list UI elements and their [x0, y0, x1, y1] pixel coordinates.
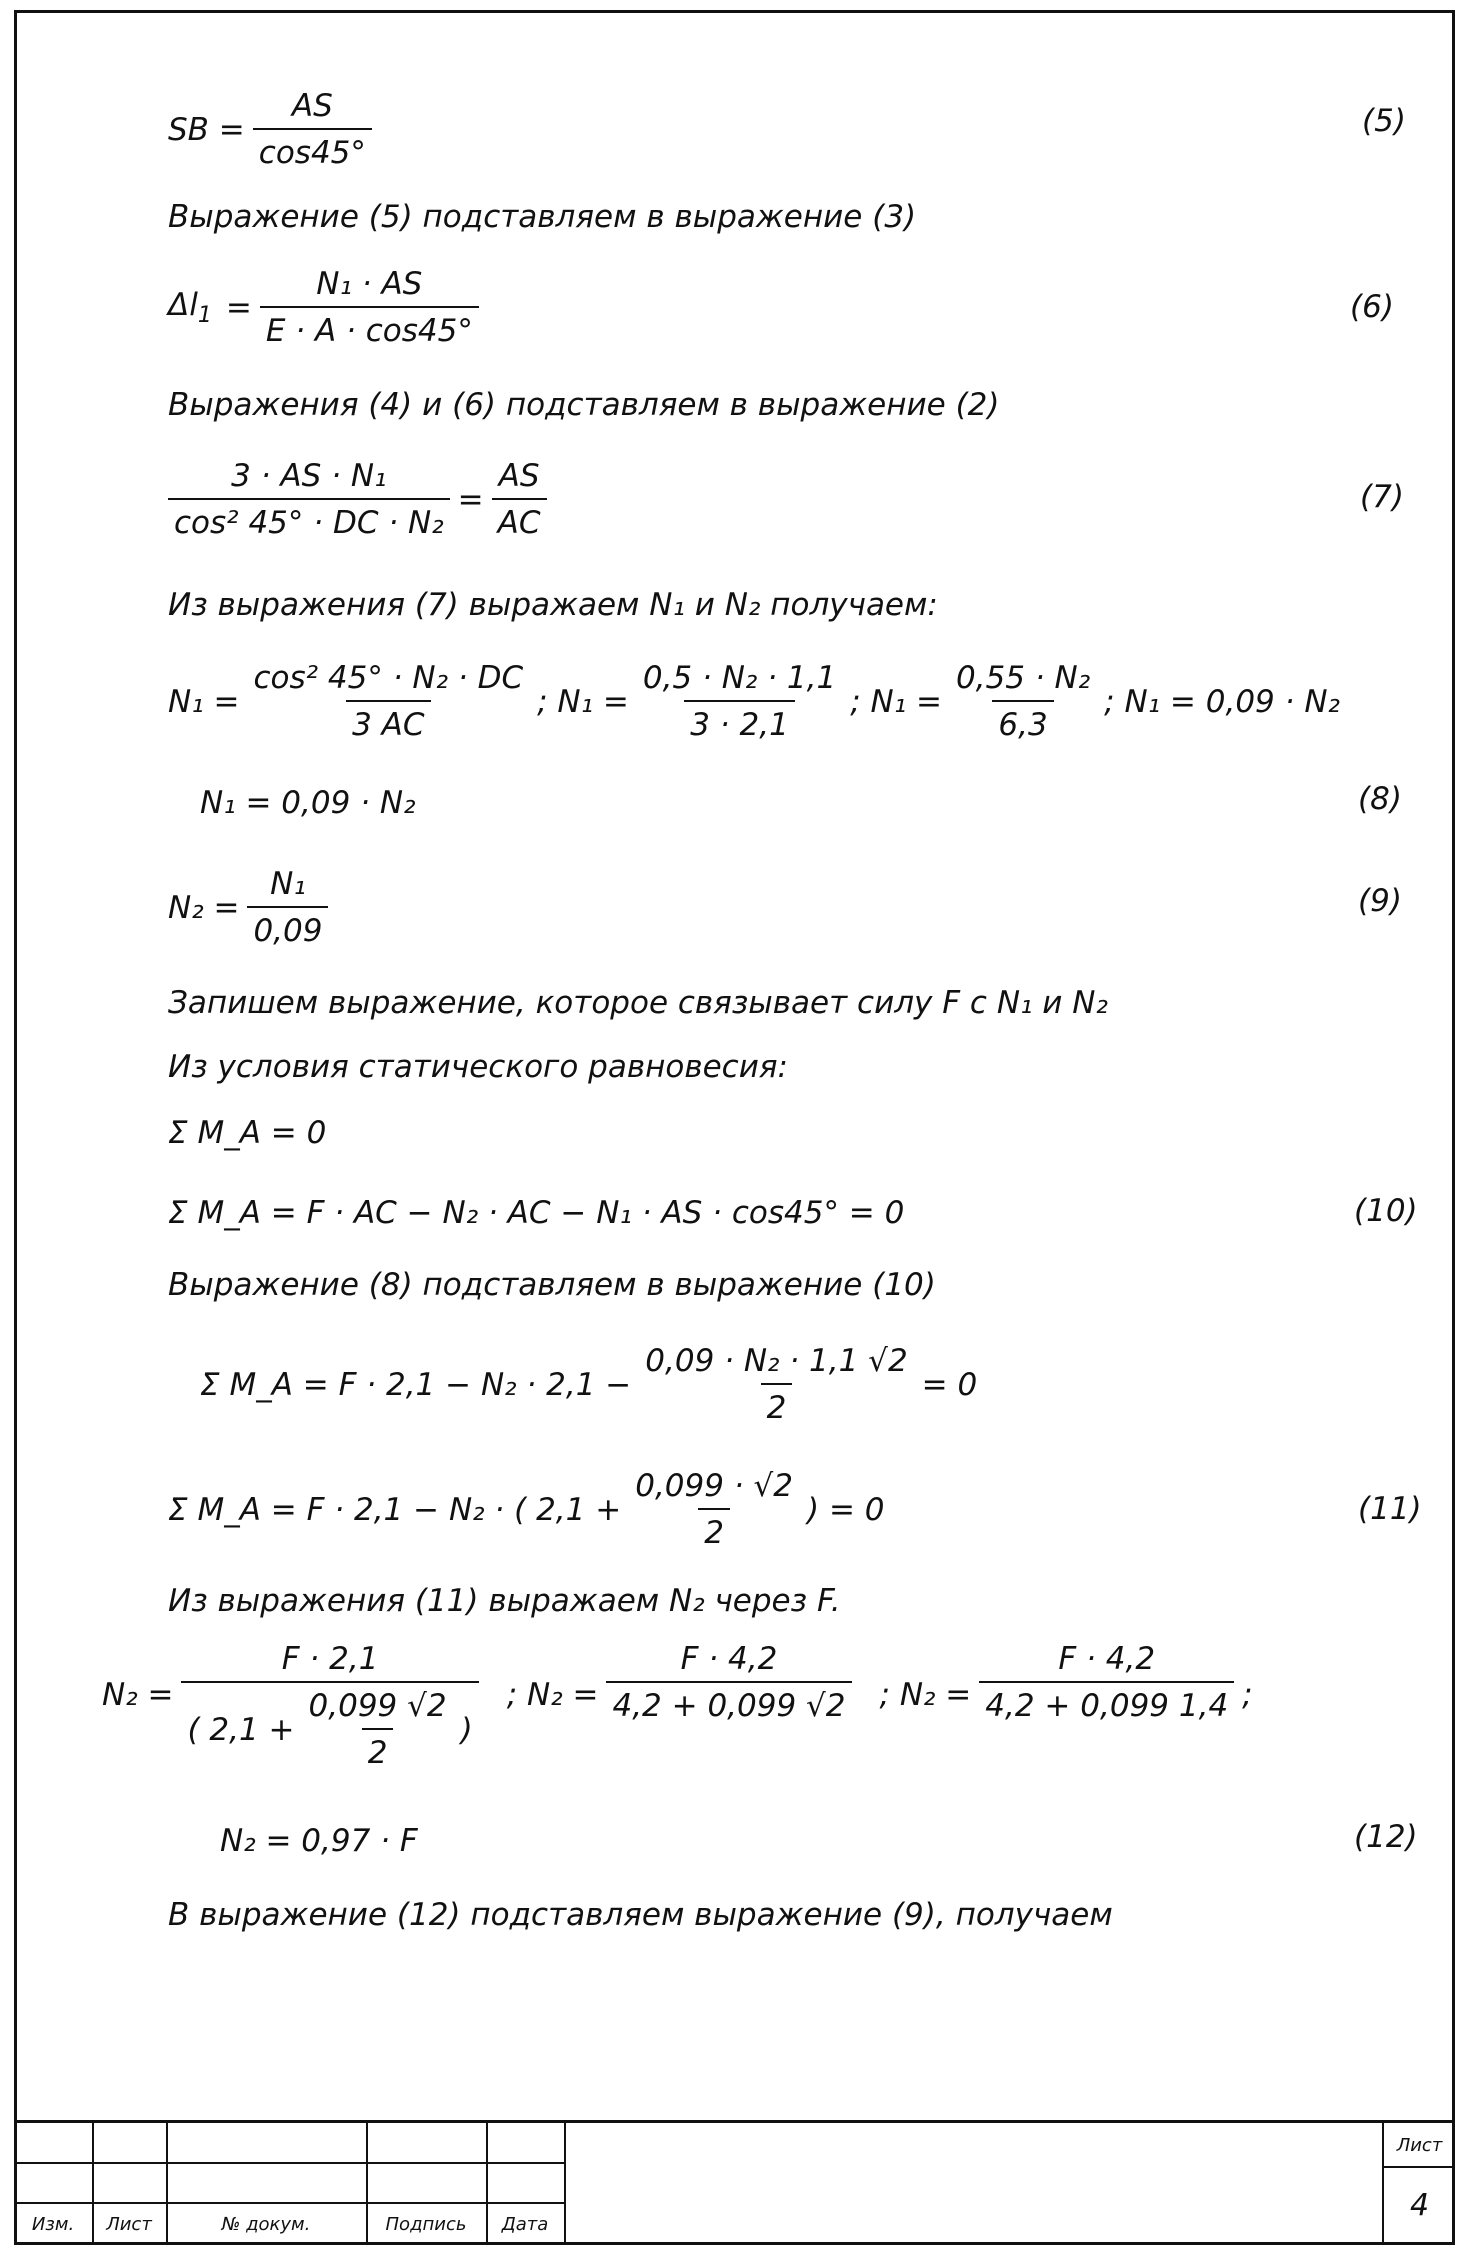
fraction-numerator: N₁: [270, 866, 306, 902]
fraction-denominator: [181, 1681, 478, 1769]
text-line-3: Из выражения (7) выражаем N₁ и N₂ получаем:: [168, 587, 938, 623]
formula-11: [168, 1460, 885, 1560]
titleblock-sheet-number: 4: [1409, 2187, 1430, 2223]
denominator-part: ( 2,1 +: [187, 1711, 295, 1748]
fraction-denominator: 2: [698, 1508, 730, 1549]
fraction-numerator: 0,099 · √2: [635, 1468, 794, 1504]
fraction-denominator: 3 · 2,1: [684, 700, 795, 741]
formula-result: ; N₁ = 0,09 · N₂: [1104, 683, 1340, 720]
formula-lhs: Σ M_A = F · 2,1 − N₂ · ( 2,1 +: [168, 1491, 622, 1528]
fraction-numerator: 0,099 √2: [308, 1688, 447, 1724]
fraction-denominator: 3 AC: [346, 700, 430, 741]
fraction-denominator: 2: [362, 1728, 394, 1769]
titleblock-sheet-label: Лист: [1396, 2134, 1443, 2156]
fraction-denominator: 4,2 + 0,099 1,4: [979, 1681, 1234, 1722]
formula-lhs: N₂ =: [102, 1677, 174, 1713]
titleblock-izm: Изм.: [31, 2213, 75, 2235]
titleblock-doc-number: № докум.: [221, 2213, 311, 2235]
text-line-1: Выражение (5) подставляем в выражение (3): [168, 199, 917, 235]
formula-lhs: ; N₂ =: [506, 1677, 599, 1713]
fraction-denominator: 0,09: [247, 906, 328, 947]
formula-lhs: ; N₁ =: [850, 683, 942, 720]
formula-10: Σ M_A = F · AC − N₂ · AC − N₁ · AS · cos45° = 0: [168, 1195, 905, 1231]
formula-lhs: N₁ =: [168, 683, 240, 720]
formula-rhs: = 0: [921, 1366, 978, 1403]
fraction-numerator: 0,55 · N₂: [955, 660, 1091, 696]
formula-lhs: ; N₂ =: [879, 1677, 972, 1713]
formula-end: ;: [1242, 1677, 1253, 1713]
text-line-6: Выражение (8) подставляем в выражение (10): [168, 1267, 936, 1303]
equation-number-11: (11): [1358, 1491, 1422, 1527]
text-line-2: Выражения (4) и (6) подставляем в выражение (2): [168, 387, 1000, 423]
equation-number-9: (9): [1358, 883, 1402, 919]
fraction-denominator: 6,3: [992, 700, 1053, 741]
fraction-numerator: 0,09 · N₂ · 1,1 √2: [645, 1343, 908, 1379]
fraction-numerator: N₁ · AS: [316, 266, 423, 302]
formula-lhs: ; N₁ =: [537, 683, 629, 720]
text-line-8: В выражение (12) подставляем выражение (9), получаем: [168, 1897, 1113, 1933]
formula-rhs: ) = 0: [807, 1491, 885, 1528]
fraction-numerator: AS: [498, 458, 540, 494]
fraction-numerator: F · 4,2: [1058, 1641, 1156, 1677]
fraction-denominator: cos² 45° · DC · N₂: [168, 498, 450, 539]
titleblock-date: Дата: [501, 2213, 549, 2235]
text-line-7: Из выражения (11) выражаем N₂ через F.: [168, 1583, 841, 1619]
formula-lhs: SB =: [168, 111, 245, 148]
titleblock-signature: Подпись: [385, 2213, 467, 2235]
fraction-denominator: AC: [492, 498, 547, 539]
fraction-numerator: F · 4,2: [680, 1641, 778, 1677]
fraction-numerator: cos² 45° · N₂ · DC: [253, 660, 524, 696]
text-line-5: Из условия статического равновесия:: [168, 1049, 788, 1085]
fraction-numerator: F · 2,1: [281, 1641, 379, 1677]
formula-n2-derivation: [102, 1641, 1253, 1794]
fraction-denominator: E · A · cos45°: [260, 306, 479, 347]
fraction-numerator: 0,5 · N₂ · 1,1: [642, 660, 837, 696]
formula-8: N₁ = 0,09 · N₂: [200, 785, 416, 821]
equation-number-10: (10): [1354, 1193, 1418, 1229]
formula-n1-derivation: [168, 652, 1340, 752]
equation-number-12: (12): [1354, 1819, 1418, 1855]
fraction-denominator: 4,2 + 0,099 √2: [606, 1681, 851, 1722]
equation-number-8: (8): [1358, 781, 1402, 817]
equation-number-7: (7): [1360, 479, 1404, 515]
fraction-numerator: 3 · AS · N₁: [231, 458, 387, 494]
equals-sign: =: [457, 481, 484, 518]
formula-12: N₂ = 0,97 · F: [220, 1823, 418, 1859]
formula-6: [168, 258, 487, 358]
formula-lhs: $\Delta l_1$: [168, 286, 212, 328]
text-line-4: Запишем выражение, которое связывает силу F с N₁ и N₂: [168, 985, 1108, 1021]
formula-lhs: Σ M_A = F · 2,1 − N₂ · 2,1 −: [200, 1366, 632, 1403]
fraction-denominator: cos45°: [253, 128, 372, 169]
formula-moment-expanded: [200, 1335, 977, 1435]
denominator-part: ): [460, 1711, 473, 1748]
formula-moment-zero: Σ M_A = 0: [168, 1115, 327, 1151]
fraction-denominator: 2: [761, 1383, 793, 1424]
formula-5: [168, 80, 380, 180]
titleblock-list: Лист: [106, 2213, 152, 2235]
title-block: [14, 2120, 1455, 2245]
fraction-numerator: AS: [291, 88, 333, 124]
formula-lhs: N₂ =: [168, 889, 240, 926]
equation-number-6: (6): [1350, 289, 1394, 325]
formula-9: [168, 858, 336, 958]
equation-number-5: (5): [1362, 103, 1406, 139]
equals-sign: =: [225, 289, 252, 326]
formula-7: [168, 448, 555, 552]
